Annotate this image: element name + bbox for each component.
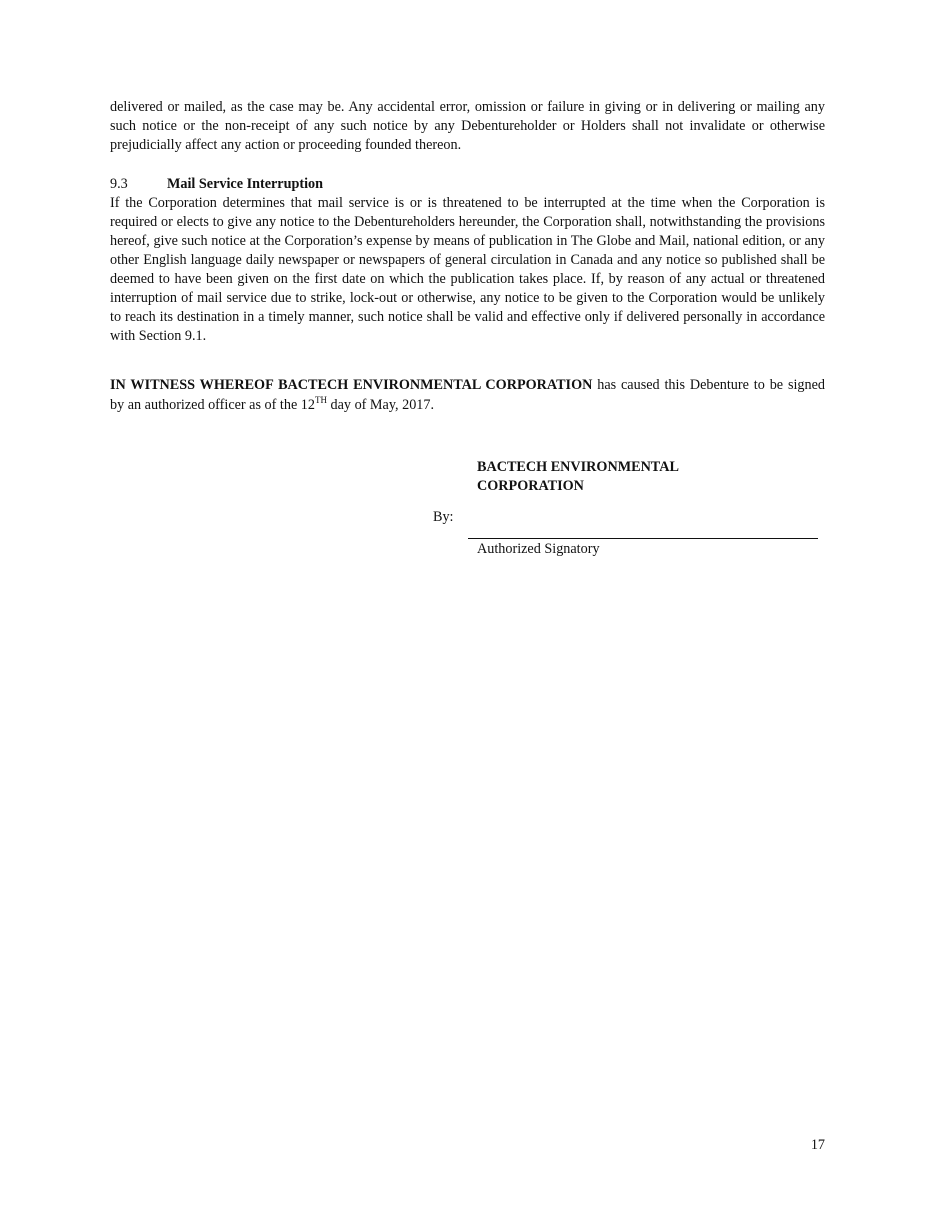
witness-text-part1: has caused this Debenture to be signed by an authorized officer as of the 12: [110, 377, 825, 413]
by-label: By:: [433, 509, 454, 525]
company-name-line2: CORPORATION: [477, 478, 584, 494]
section-heading: [110, 175, 323, 194]
continued-paragraph: delivered or mailed, as the case may be. Any accidental error, omission or failure in giving or in delivering or mailing any such notice or the non-receipt of any such notice by any Debentureholder or Holders shall not invalidate or otherwise prejudicially affect any action or proceeding founded thereon.: [110, 99, 825, 153]
signature-company-name: [477, 458, 737, 496]
company-name-line1: BACTECH ENVIRONMENTAL: [477, 459, 679, 475]
witness-paragraph: [110, 375, 825, 415]
signature-line: [468, 538, 818, 539]
ordinal-superscript: TH: [314, 395, 327, 405]
page-number: 17: [810, 1137, 825, 1153]
section-body: If the Corporation determines that mail service is or is threatened to be interrupted at the time when the Corporation is required or elects to give any notice to the Debentureholders hereunder, the Corporation shall, notwithstanding the provisions hereof, give such notice at the Corporation’s expense by means of publication in The Globe and Mail, national edition, or any other English language daily newspaper or newspapers of general circulation in Canada and any notice so published shall be deemed to have been given on the first date on which the publication takes place. If, by reason of any actual or threatened interruption of mail service due to strike, lock-out or otherwise, any notice to be given to the Corporation would be unlikely to reach its destination in a timely manner, such notice shall be valid and effective only if delivered personally in accordance with Section 9.1.: [110, 195, 825, 344]
witness-lead: IN WITNESS WHEREOF BACTECH ENVIRONMENTAL CORPORATION: [110, 377, 593, 393]
section-number: 9.3: [110, 176, 128, 192]
witness-text-part2: day of May, 2017.: [326, 397, 435, 413]
signatory-caption: Authorized Signatory: [477, 541, 600, 557]
section-title: Mail Service Interruption: [167, 176, 324, 192]
